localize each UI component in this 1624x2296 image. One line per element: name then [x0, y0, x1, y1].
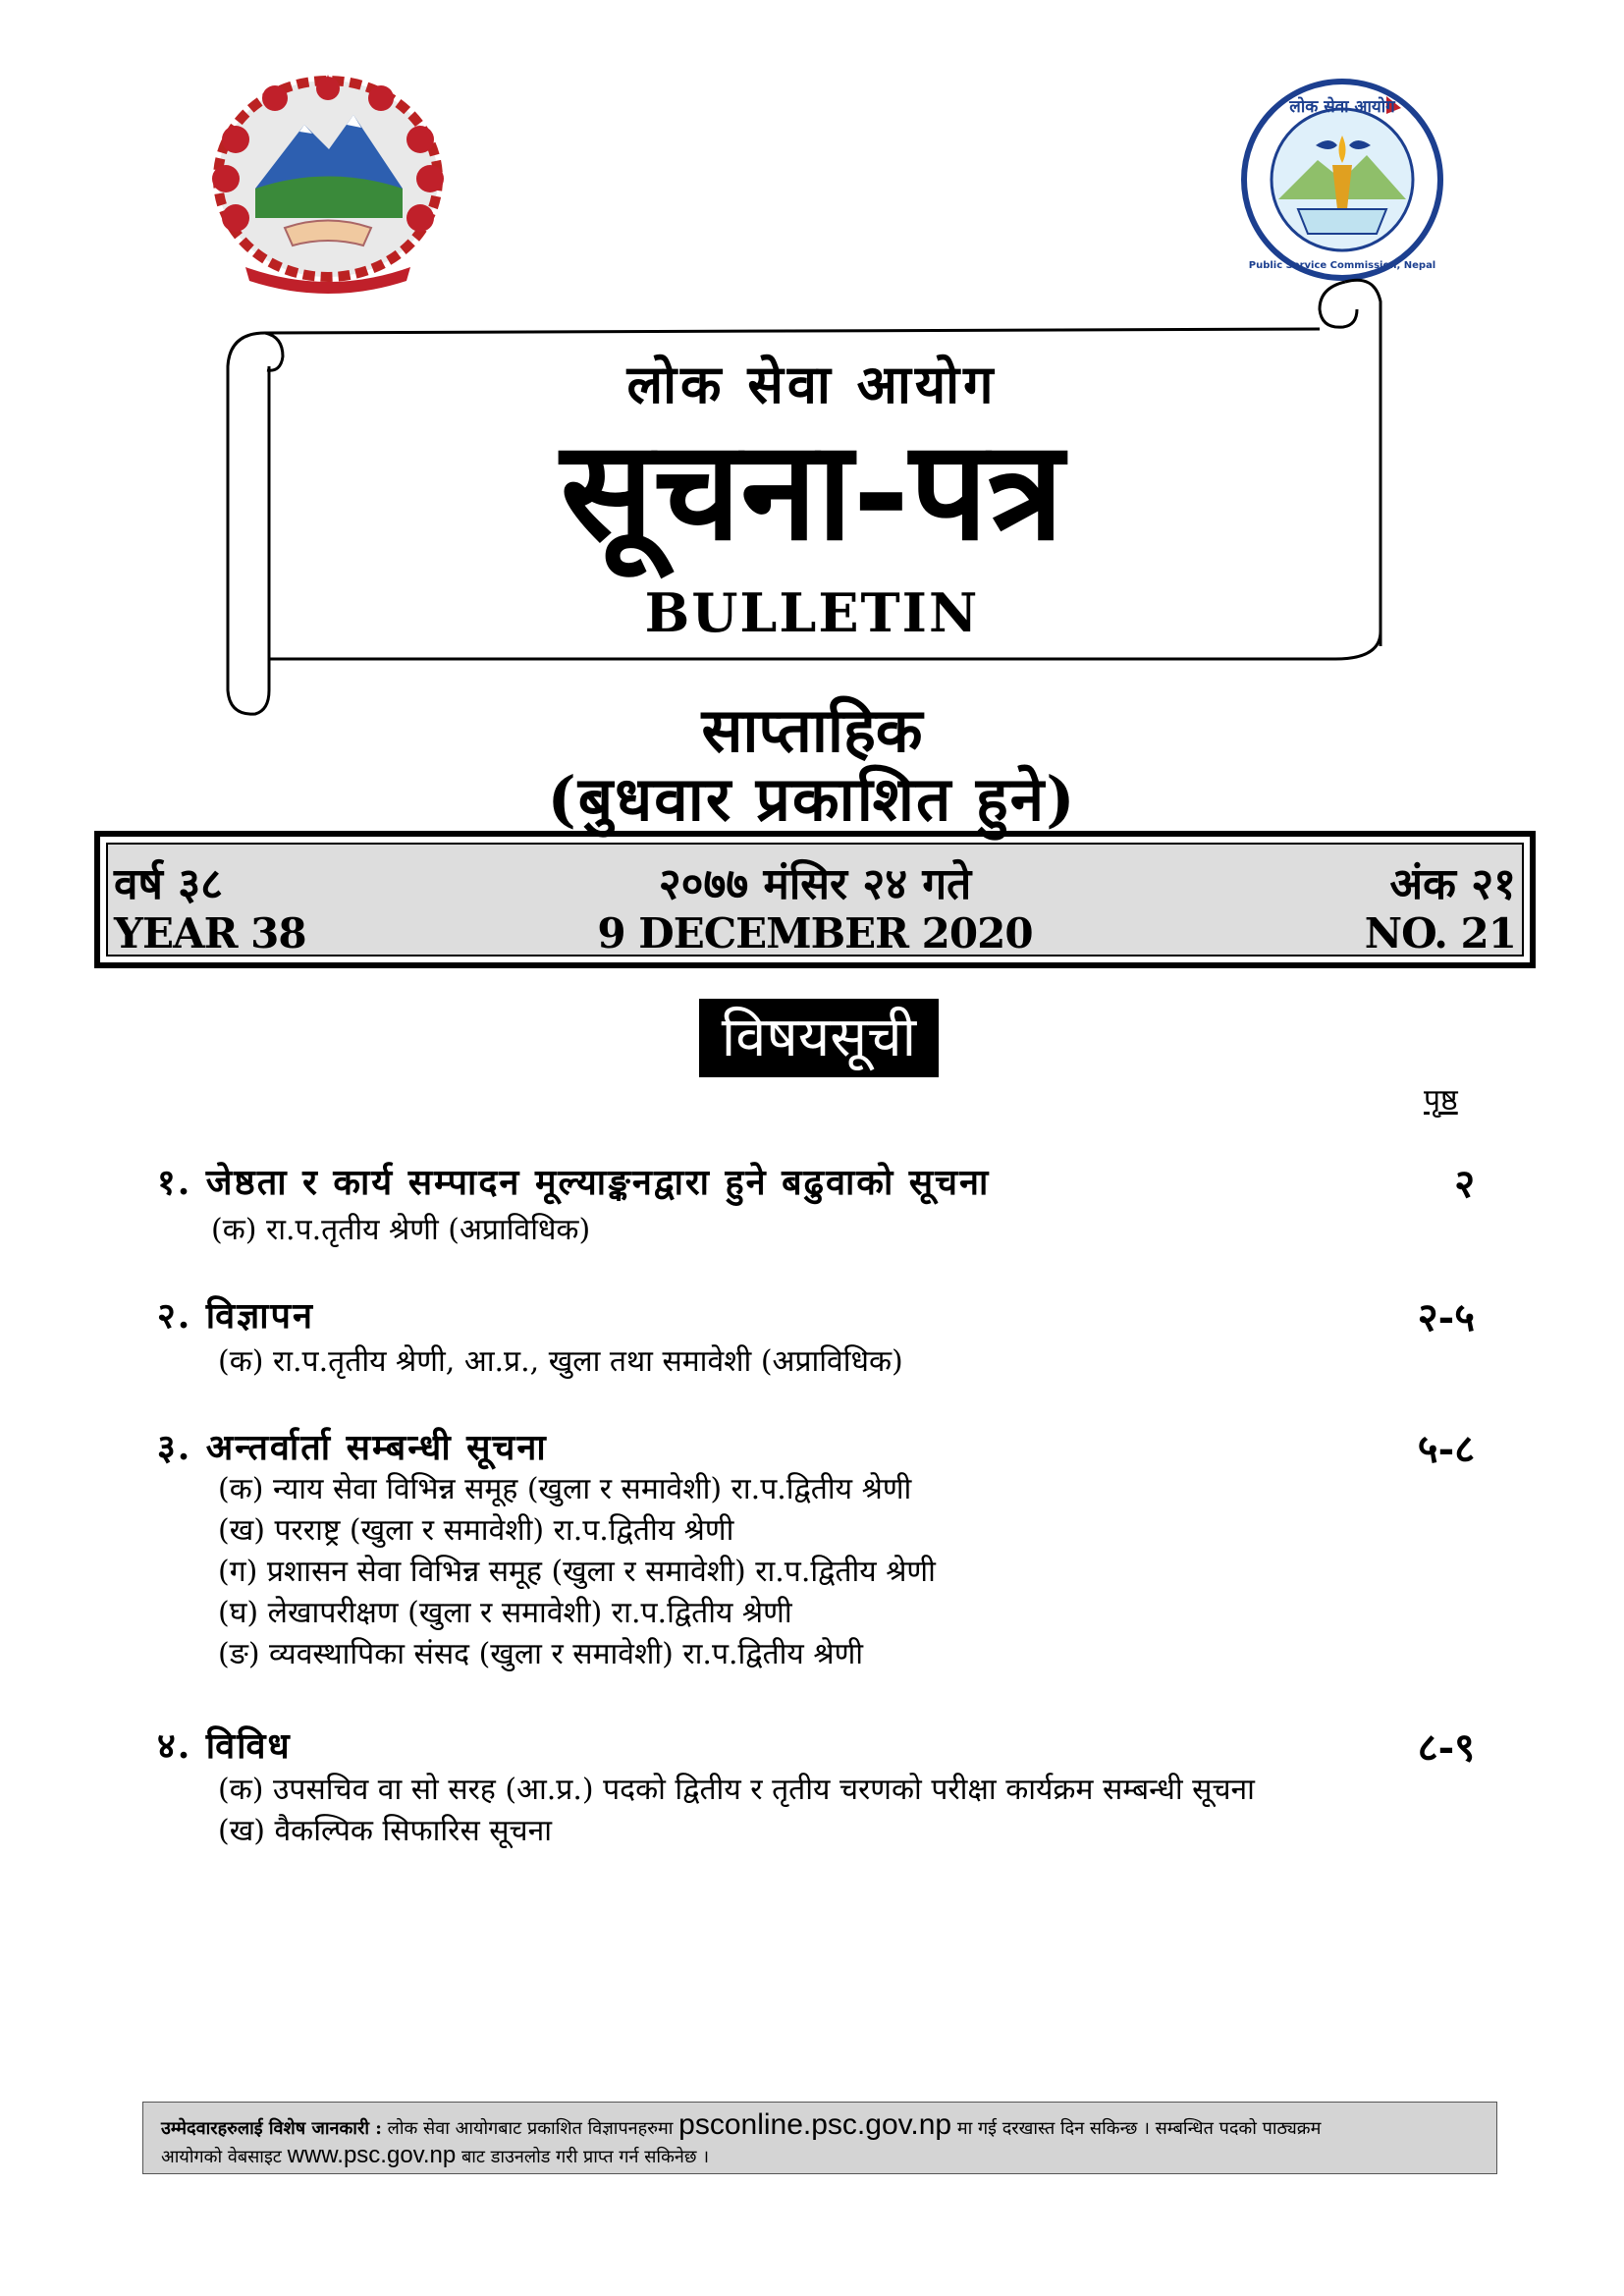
toc-item: (ख) परराष्ट्र (खुला र समावेशी) रा.प.द्वितीय श्रेणी — [218, 1513, 734, 1548]
toc-item: (ग) प्रशासन सेवा विभिन्न समूह (खुला र समावेशी) रा.प.द्वितीय श्रेणी — [218, 1555, 936, 1589]
psc-logo-ring-text: Public Service Commission, Nepal — [1248, 260, 1436, 271]
toc-item: (क) न्याय सेवा विभिन्न समूह (खुला र समावेशी) रा.प.द्वितीय श्रेणी — [218, 1472, 912, 1506]
toc-item: (ख) वैकल्पिक सिफारिस सूचना — [218, 1814, 553, 1848]
toc-title: विषयसूची — [699, 999, 939, 1077]
footer-text-2: मा गई दरखास्त दिन सकिन्छ । सम्बन्धित पदको पाठ्यक्रम — [956, 2118, 1322, 2139]
footer-label: उम्मेदवारहरुलाई विशेष जानकारी : — [161, 2118, 382, 2139]
footer-text-1: लोक सेवा आयोगबाट प्रकाशित विज्ञापनहरुमा — [387, 2118, 674, 2139]
toc-item: (क) उपसचिव वा सो सरह (आ.प्र.) पदको द्वितीय र तृतीय चरणको परीक्षा कार्यक्रम सम्बन्धी सूचना — [218, 1773, 1255, 1807]
bulletin-title-np: सूचना-पत्र — [560, 410, 1064, 572]
toc-section-pages: २ — [1454, 1161, 1475, 1207]
footer-website-link[interactable]: www.psc.gov.np — [287, 2142, 457, 2168]
number-np: अंक २१ — [1389, 859, 1516, 909]
footer-line-2 — [161, 2142, 709, 2169]
publish-day-label: (बुधवार प्रकाशित हुने) — [547, 763, 1077, 835]
issue-info-box — [94, 831, 1536, 968]
toc-item: (ङ) व्यवस्थापिका संसद (खुला र समावेशी) रा.प.द्वितीय श्रेणी — [218, 1637, 864, 1671]
toc-section-heading: १. जेष्ठता र कार्य सम्पादन मूल्याङ्कनद्वारा हुने बढुवाको सूचना — [157, 1162, 991, 1203]
toc-section-heading: २. विज्ञापन — [157, 1295, 314, 1337]
toc-section-heading: ३. अन्तर्वार्ता सम्बन्धी सूचना — [157, 1427, 548, 1468]
commission-name: लोक सेवा आयोग — [626, 353, 998, 415]
footer-text-3: आयोगको वेबसाइट — [161, 2147, 282, 2167]
weekly-label: साप्ताहिक — [701, 694, 923, 766]
year-np: वर्ष ३८ — [114, 859, 223, 909]
toc-item: (घ) लेखापरीक्षण (खुला र समावेशी) रा.प.द्वितीय श्रेणी — [218, 1596, 792, 1630]
toc-section-pages: २-५ — [1417, 1294, 1475, 1340]
psc-logo-icon — [1239, 77, 1445, 283]
psc-logo-top-text: लोक सेवा आयोग — [1289, 97, 1395, 117]
toc-item: (क) रा.प.तृतीय श्रेणी, आ.प्र., खुला तथा समावेशी (अप्राविधिक) — [218, 1344, 903, 1379]
toc-section-heading: ४. विविध — [157, 1725, 292, 1767]
nepal-coat-of-arms-icon — [196, 71, 460, 299]
footer-notice — [142, 2102, 1497, 2174]
year-en: YEAR 38 — [114, 909, 306, 957]
date-en: 9 DECEMBER 2020 — [597, 909, 1033, 957]
footer-line-1 — [161, 2108, 1321, 2142]
toc-section-pages: ५-८ — [1417, 1426, 1475, 1472]
footer-site-link[interactable]: psconline.psc.gov.np — [678, 2108, 952, 2141]
date-np: २०७७ मंसिर २४ गते — [658, 859, 972, 909]
page-column-label: पृष्ठ — [1424, 1083, 1458, 1118]
number-en: NO. 21 — [1364, 909, 1516, 957]
toc-item: (क) रा.प.तृतीय श्रेणी (अप्राविधिक) — [211, 1213, 591, 1247]
footer-text-4: बाट डाउनलोड गरी प्राप्त गर्न सकिनेछ । — [460, 2147, 710, 2167]
toc-section-pages: ८-९ — [1417, 1724, 1475, 1771]
bulletin-title-en: BULLETIN — [644, 581, 980, 644]
